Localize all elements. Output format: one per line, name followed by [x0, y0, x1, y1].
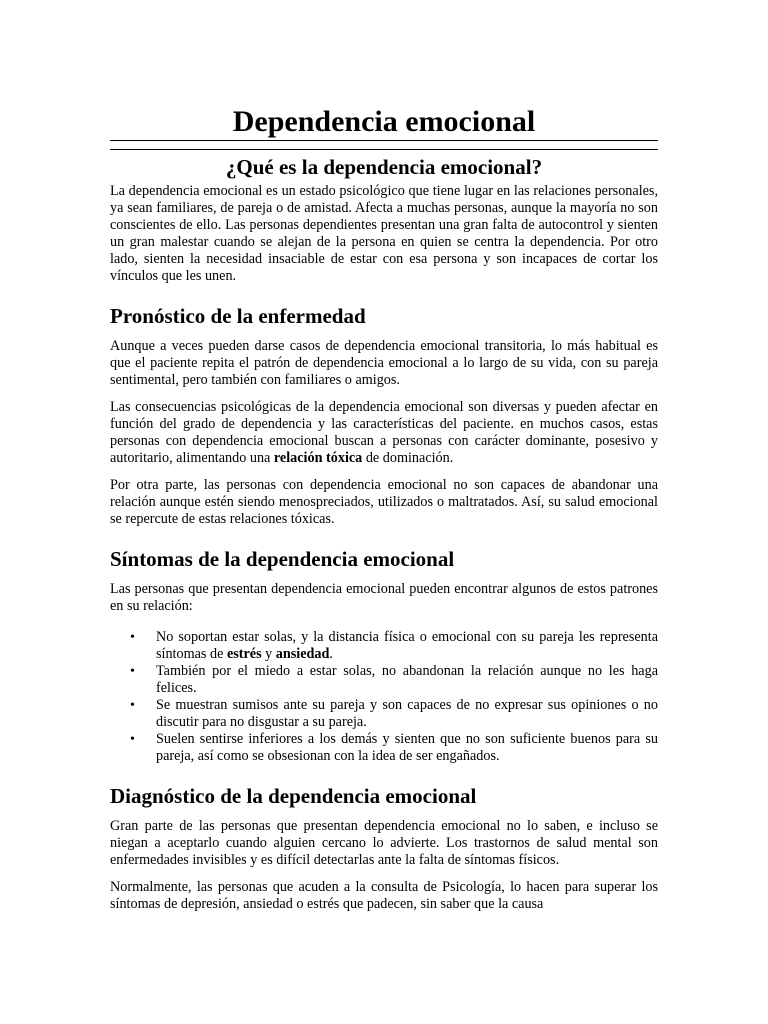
list-item-text: No soportan estar solas, y la distancia física o emocional con su pareja les representa síntomas de: [156, 629, 658, 662]
diagnostico-paragraph-2: Normalmente, las personas que acuden a la consulta de Psicología, lo hacen para superar los síntomas de depresión, ansiedad o estrés que padecen, sin saber que la causa: [110, 879, 658, 912]
diagnostico-heading: Diagnóstico de la dependencia emocional: [110, 784, 477, 808]
intro-paragraph: La dependencia emocional es un estado psicológico que tiene lugar en las relaciones personales, ya sean familiares, de pareja o de amistad. Afecta a muchas personas, aunque la mayoría no son conscientes de ello. Las personas dependientes presentan una gran falta de autocontrol y sienten un gran malestar cuando se alejan de la persona en quien se centra la dependencia. Por otro lado, sienten la necesidad insaciable de estar con esa persona y son incapaces de cortar los vínculos que les unen.: [110, 183, 658, 284]
title-rule-bottom: [110, 149, 658, 150]
list-item: [110, 629, 658, 663]
list-item: [110, 697, 658, 731]
bullet-icon: •: [130, 698, 135, 713]
list-item-text: .: [329, 646, 333, 662]
sintomas-list: [110, 629, 658, 765]
sintomas-intro: Las personas que presentan dependencia emocional pueden encontrar algunos de estos patrones en su relación:: [110, 581, 658, 614]
list-item-text: y: [261, 646, 276, 662]
list-item: [110, 663, 658, 697]
ansiedad-term: ansiedad: [275, 646, 330, 662]
list-item-text: Se muestran sumisos ante su pareja y son capaces de no expresar sus opiniones o no discutir para no disgustar a su pareja.: [156, 697, 658, 730]
list-item-text: También por el miedo a estar solas, no abandonan la relación aunque no les haga felices.: [156, 663, 658, 696]
pronostico-p2-tail: de dominación.: [362, 450, 454, 466]
sintomas-heading: Síntomas de la dependencia emocional: [110, 547, 455, 571]
bullet-icon: •: [130, 630, 135, 645]
bullet-icon: •: [130, 664, 135, 679]
relacion-toxica-term: relación tóxica: [273, 450, 363, 466]
document-content: [110, 104, 658, 923]
pronostico-paragraph-2: [110, 399, 658, 467]
bullet-icon: •: [130, 732, 135, 747]
title-rule-top: [110, 140, 658, 141]
document-title: Dependencia emocional: [232, 105, 536, 138]
list-item-text: Suelen sentirse inferiores a los demás y sienten que no son suficiente buenos para su pareja, así como se obsesionan con la idea de ser engañados.: [156, 731, 658, 764]
estres-term: estrés: [226, 646, 262, 662]
pronostico-heading: Pronóstico de la enfermedad: [110, 304, 366, 328]
diagnostico-paragraph-1: Gran parte de las personas que presentan dependencia emocional no lo saben, e incluso se niegan a aceptarlo cuando alguien cercano lo advierte. Los trastornos de salud mental son enfermedades invisibles y es difícil detectarlas ante la falta de síntomas físicos.: [110, 818, 658, 868]
list-item: [110, 731, 658, 765]
pronostico-p2-text: Las consecuencias psicológicas de la dependencia emocional son diversas y pueden afectar en función del grado de dependencia y las características del paciente. en muchos casos, estas personas con dependencia emocional buscan a personas con carácter dominante, posesivo y autoritario, alimentando una: [110, 399, 658, 466]
pronostico-paragraph-1: Aunque a veces pueden darse casos de dependencia emocional transitoria, lo más habitual es que el paciente repita el patrón de dependencia emocional a lo largo de su vida, con su pareja sentimental, pero también con familiares o amigos.: [110, 338, 658, 388]
pronostico-paragraph-3: Por otra parte, las personas con dependencia emocional no son capaces de abandonar una relación aunque estén siendo menospreciados, utilizados o maltratados. Así, su salud emocional se repercute de estas relaciones tóxicas.: [110, 477, 658, 527]
subtitle-heading: ¿Qué es la dependencia emocional?: [225, 155, 543, 179]
